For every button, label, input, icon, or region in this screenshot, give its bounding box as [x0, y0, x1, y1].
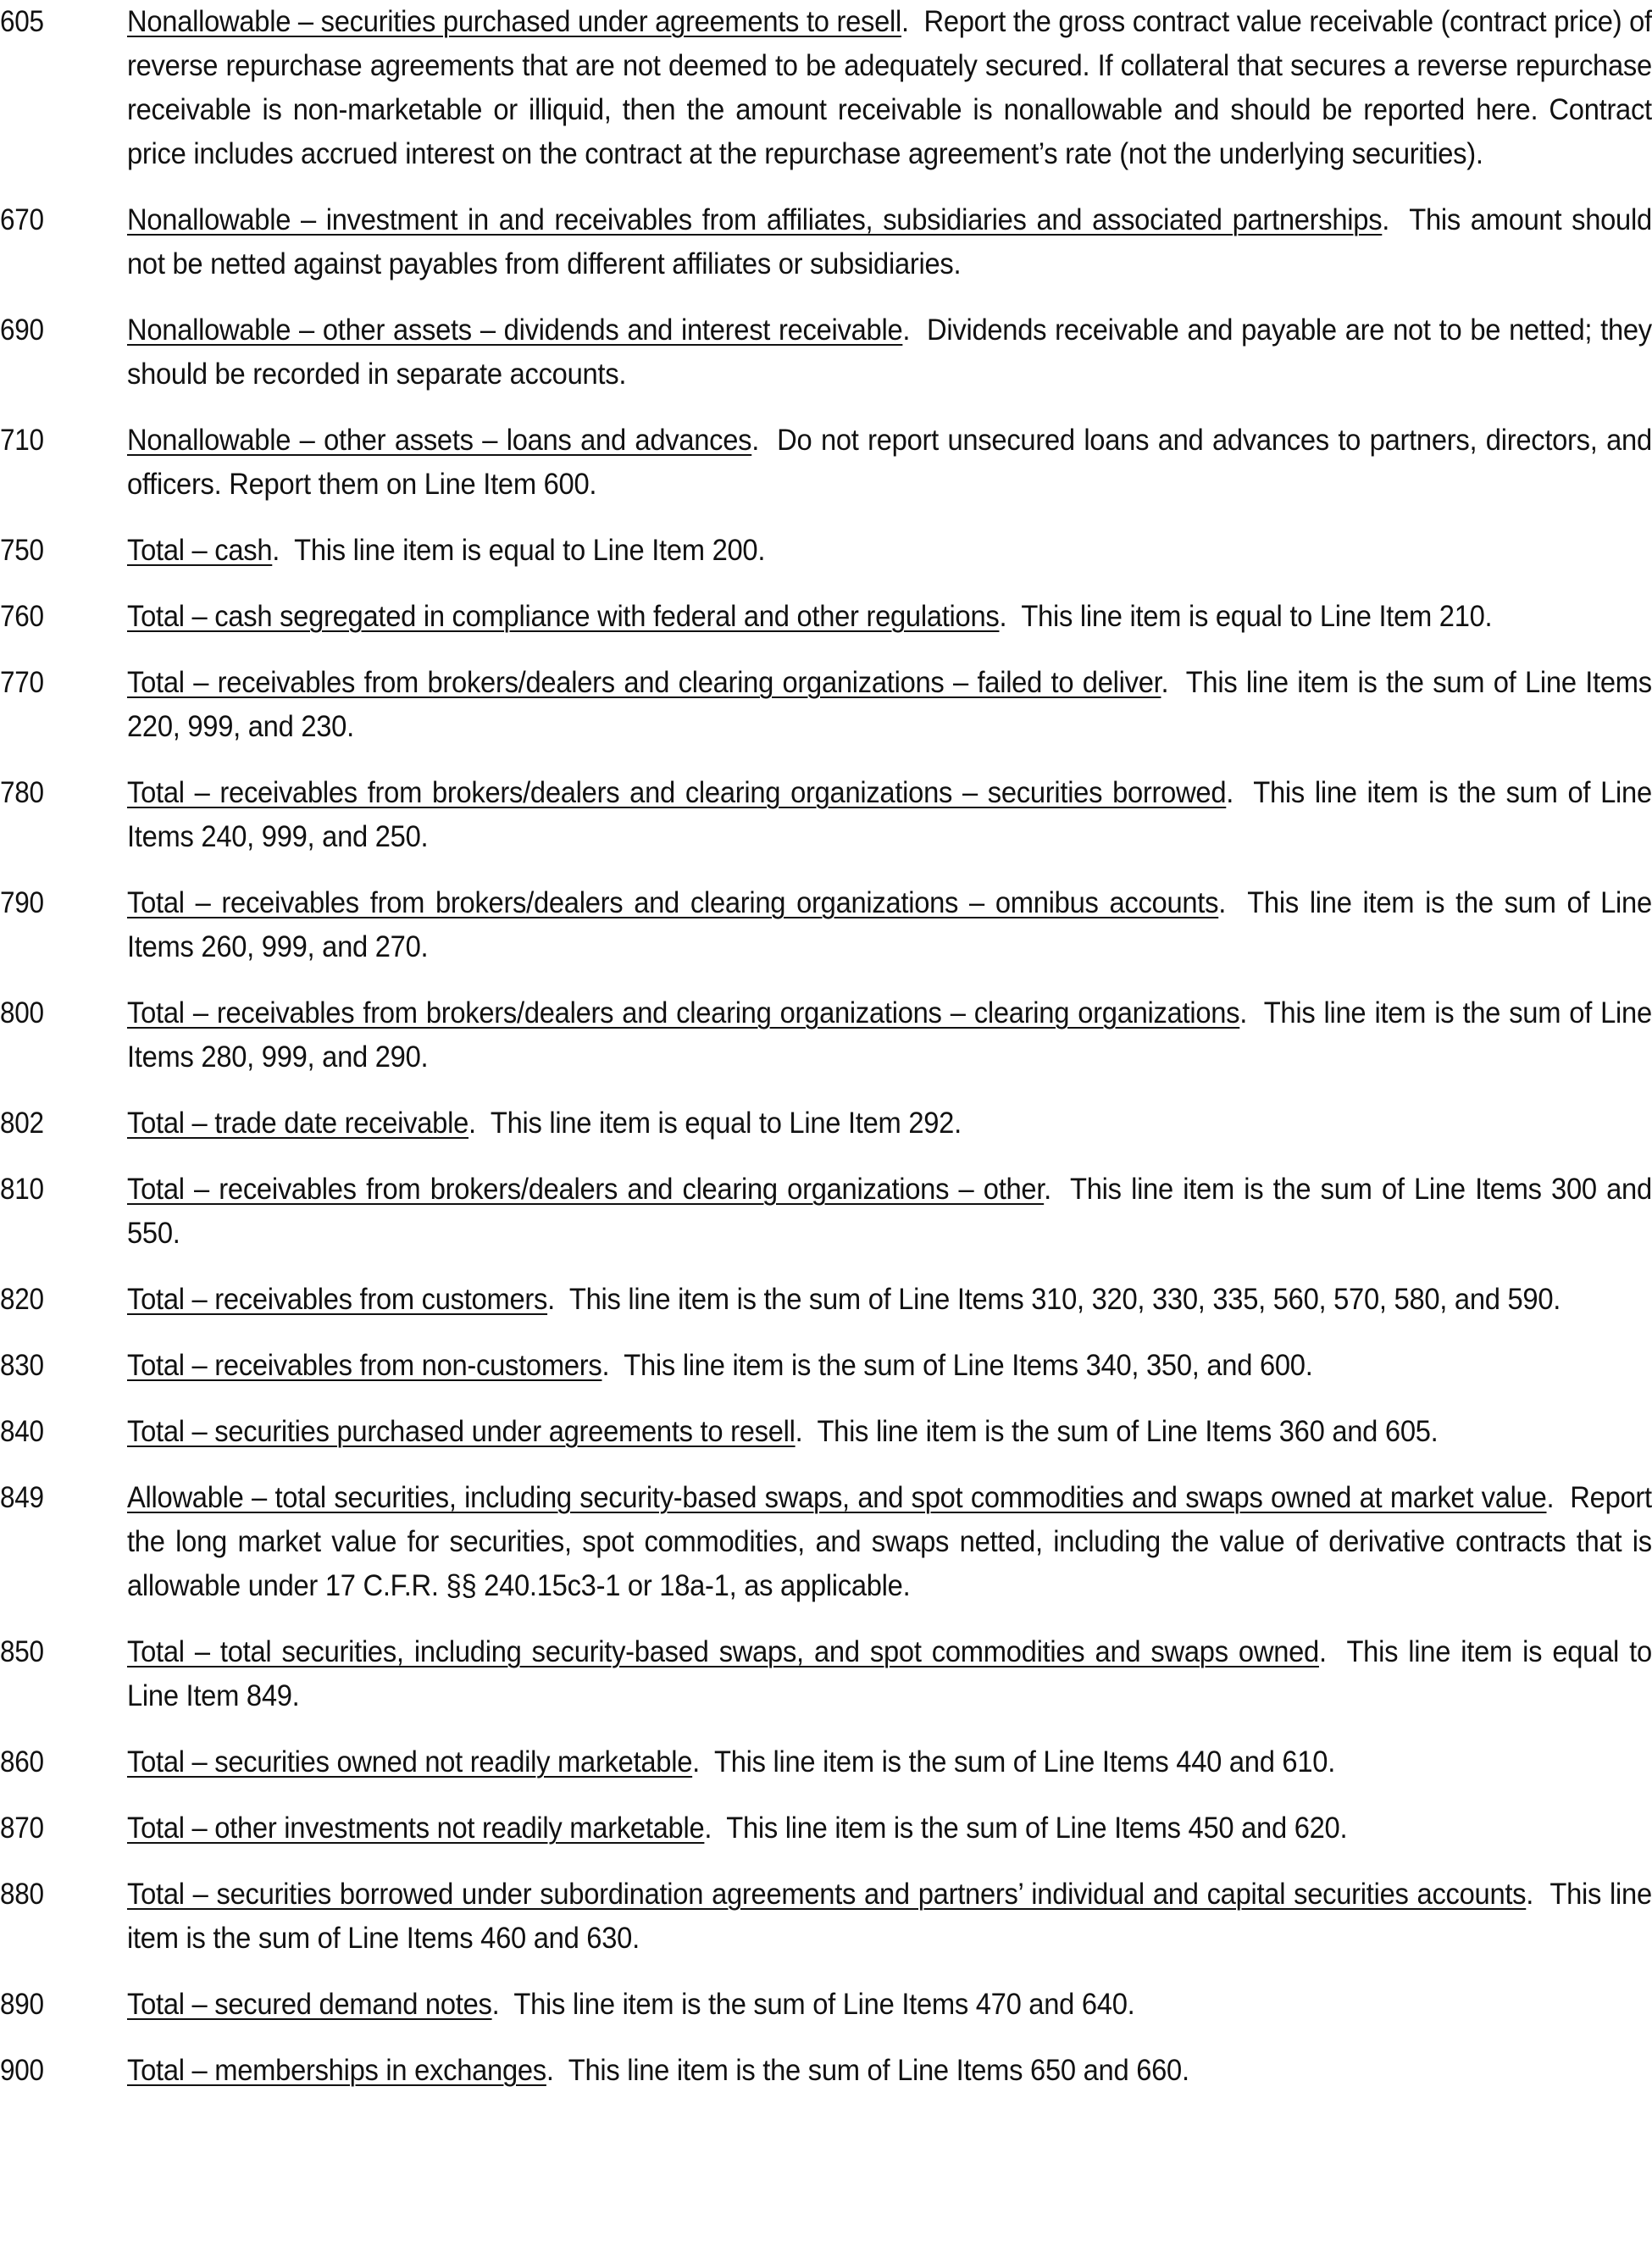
line-item-description: Total – memberships in exchanges. This line item is the sum of Line Items 650 and 660.: [127, 2054, 1189, 2087]
line-item-description: Nonallowable – investment in and receivables from affiliates, subsidiaries and associated partnerships. This amount should not be netted against payables from different affiliates or subsidiaries.: [127, 203, 1652, 280]
line-item-number: 840: [0, 1415, 44, 1448]
line-item-850: [0, 1630, 1652, 1718]
line-item-description: Total – secured demand notes. This line item is the sum of Line Items 470 and 640.: [127, 1988, 1135, 2021]
line-item-820: [0, 1278, 1652, 1322]
line-item-number: 870: [0, 1812, 44, 1845]
line-item-title: Total – securities borrowed under subordination agreements and partners’ individual and capital securities accounts: [127, 1878, 1527, 1911]
line-item-title: Total – memberships in exchanges: [127, 2054, 546, 2087]
line-item-870: [0, 1806, 1652, 1851]
line-item-690: [0, 308, 1652, 397]
line-item-description: Total – receivables from brokers/dealers and clearing organizations – failed to deliver. This line item is the sum of Line Items 220, 999, and 230.: [127, 666, 1652, 743]
line-item-description: Total – receivables from customers. This line item is the sum of Line Items 310, 320, 330, 335, 560, 570, 580, and 590.: [127, 1283, 1561, 1316]
line-item-description: Nonallowable – securities purchased under agreements to resell. Report the gross contract value receivable (contract price) of reverse repurchase agreements that are not deemed to be adequately secured. If collateral that secures a reverse repurchase receivable is non-marketable or illiquid, then the amount receivable is nonallowable and should be reported here. Contract price includes accrued interest on the contract at the repurchase agreement’s rate (not the underlying securities).: [127, 5, 1652, 170]
line-item-800: [0, 991, 1652, 1079]
line-item-770: [0, 661, 1652, 749]
line-item-780: [0, 771, 1652, 859]
line-item-description: Total – securities owned not readily marketable. This line item is the sum of Line Items 440 and 610.: [127, 1745, 1336, 1778]
line-item-number: 890: [0, 1988, 44, 2021]
line-item-description: Total – cash segregated in compliance with federal and other regulations. This line item is equal to Line Item 210.: [127, 600, 1493, 633]
line-item-text: This line item is equal to Line Item 849.: [127, 1635, 1652, 1712]
line-item-text: This line item is equal to Line Item 292.: [490, 1107, 962, 1140]
line-item-text: Report the gross contract value receivable (contract price) of reverse repurchase agreements that are not deemed to be adequately secured. If collateral that secures a reverse repurchase receivable is non-marketable or illiquid, then the amount receivable is nonallowable and should be reported here. Contract price includes accrued interest on the contract at the repurchase agreement’s rate (not the underlying securities).: [127, 5, 1652, 170]
line-item-title: Total – receivables from brokers/dealers and clearing organizations – other: [127, 1173, 1045, 1206]
line-item-description: Total – receivables from brokers/dealers and clearing organizations – other. This line item is the sum of Line Items 300 and 550.: [127, 1173, 1652, 1250]
line-item-number: 760: [0, 600, 44, 633]
line-item-title: Allowable – total securities, including security-based swaps, and spot commodities and swaps owned at market value: [127, 1481, 1547, 1514]
line-item-860: [0, 1740, 1652, 1784]
line-item-description: Total – securities borrowed under subordination agreements and partners’ individual and capital securities accounts. This line item is the sum of Line Items 460 and 630.: [127, 1878, 1652, 1955]
line-item-text: This line item is the sum of Line Items 470 and 640.: [513, 1988, 1135, 2021]
line-item-title: Total – securities purchased under agreements to resell: [127, 1415, 796, 1448]
line-item-number: 780: [0, 776, 44, 809]
line-item-description: Total – trade date receivable. This line item is equal to Line Item 292.: [127, 1107, 962, 1140]
line-item-number: 710: [0, 424, 44, 457]
line-item-880: [0, 1873, 1652, 1961]
line-item-description: Nonallowable – other assets – loans and advances. Do not report unsecured loans and advances to partners, directors, and officers. Report them on Line Item 600.: [127, 424, 1652, 501]
line-item-number: 900: [0, 2054, 44, 2087]
line-item-title: Total – cash: [127, 534, 273, 567]
line-item-number: 790: [0, 886, 44, 919]
line-item-number: 830: [0, 1349, 44, 1382]
line-item-description: Total – receivables from non-customers. This line item is the sum of Line Items 340, 350, and 600.: [127, 1349, 1313, 1382]
line-item-900: [0, 2049, 1652, 2093]
line-item-description: Total – receivables from brokers/dealers and clearing organizations – omnibus accounts. This line item is the sum of Line Items 260, 999, and 270.: [127, 886, 1652, 963]
line-item-text: This line item is the sum of Line Items 460 and 630.: [127, 1878, 1652, 1955]
line-item-790: [0, 881, 1652, 969]
line-item-605: [0, 0, 1652, 176]
line-item-text: Do not report unsecured loans and advances to partners, directors, and officers. Report them on Line Item 600.: [127, 424, 1652, 501]
line-item-890: [0, 1983, 1652, 2027]
line-item-840: [0, 1410, 1652, 1454]
line-item-description: Total – total securities, including security-based swaps, and spot commodities and swaps owned. This line item is equal to Line Item 849.: [127, 1635, 1652, 1712]
line-item-670: [0, 198, 1652, 286]
line-item-number: 605: [0, 5, 44, 38]
line-item-title: Total – receivables from brokers/dealers and clearing organizations – clearing organizations: [127, 996, 1240, 1029]
line-item-title: Total – secured demand notes: [127, 1988, 492, 2021]
line-item-802: [0, 1101, 1652, 1146]
line-item-number: 860: [0, 1745, 44, 1778]
line-item-number: 820: [0, 1283, 44, 1316]
line-item-text: Report the long market value for securities, spot commodities, and swaps netted, including the value of derivative contracts that is allowable under 17 C.F.R. §§ 240.15c3-1 or 18a-1, as applicable.: [127, 1481, 1652, 1602]
line-item-849: [0, 1476, 1652, 1608]
line-item-text: This line item is the sum of Line Items 220, 999, and 230.: [127, 666, 1652, 743]
line-item-title: Nonallowable – other assets – loans and advances: [127, 424, 752, 457]
line-item-number: 800: [0, 996, 44, 1029]
line-item-text: This line item is the sum of Line Items 450 and 620.: [726, 1812, 1348, 1845]
line-item-760: [0, 595, 1652, 639]
line-item-text: This line item is the sum of Line Items 240, 999, and 250.: [127, 776, 1652, 853]
line-item-830: [0, 1344, 1652, 1388]
line-item-title: Total – receivables from customers: [127, 1283, 548, 1316]
line-item-number: 770: [0, 666, 44, 699]
line-item-title: Nonallowable – securities purchased under agreements to resell: [127, 5, 902, 38]
line-item-810: [0, 1168, 1652, 1256]
line-item-description: Nonallowable – other assets – dividends and interest receivable. Dividends receivable and payable are not to be netted; they should be recorded in separate accounts.: [127, 314, 1652, 391]
line-item-text: This line item is the sum of Line Items 650 and 660.: [568, 2054, 1189, 2087]
line-item-description: Total – securities purchased under agreements to resell. This line item is the sum of Line Items 360 and 605.: [127, 1415, 1439, 1448]
line-item-text: This line item is the sum of Line Items 360 and 605.: [817, 1415, 1439, 1448]
line-item-text: This line item is the sum of Line Items 280, 999, and 290.: [127, 996, 1652, 1074]
line-item-number: 750: [0, 534, 44, 567]
line-item-text: This line item is the sum of Line Items 440 and 610.: [713, 1745, 1336, 1778]
line-item-title: Total – other investments not readily marketable: [127, 1812, 705, 1845]
line-item-title: Total – receivables from brokers/dealers and clearing organizations – failed to deliver: [127, 666, 1161, 699]
line-item-title: Total – receivables from non-customers: [127, 1349, 602, 1382]
line-item-text: This line item is the sum of Line Items 340, 350, and 600.: [624, 1349, 1313, 1382]
line-item-710: [0, 419, 1652, 507]
line-item-text: Dividends receivable and payable are not to be netted; they should be recorded in separate accounts.: [127, 314, 1652, 391]
line-item-description: Total – receivables from brokers/dealers and clearing organizations – securities borrowed. This line item is the sum of Line Items 240, 999, and 250.: [127, 776, 1652, 853]
line-item-text: This line item is the sum of Line Items 260, 999, and 270.: [127, 886, 1652, 963]
line-item-text: This line item is equal to Line Item 210.: [1021, 600, 1493, 633]
line-item-title: Nonallowable – other assets – dividends and interest receivable: [127, 314, 903, 347]
line-item-description: Total – receivables from brokers/dealers and clearing organizations – clearing organizations. This line item is the sum of Line Items 280, 999, and 290.: [127, 996, 1652, 1074]
line-item-title: Total – receivables from brokers/dealers and clearing organizations – securities borrowed: [127, 776, 1227, 809]
line-item-text: This amount should not be netted against payables from different affiliates or subsidiaries.: [127, 203, 1652, 280]
line-item-number: 810: [0, 1173, 44, 1206]
line-item-number: 690: [0, 314, 44, 347]
line-item-title: Total – receivables from brokers/dealers and clearing organizations – omnibus accounts: [127, 886, 1219, 919]
line-item-title: Total – securities owned not readily marketable: [127, 1745, 693, 1778]
line-item-number: 880: [0, 1878, 44, 1911]
line-item-text: This line item is the sum of Line Items 300 and 550.: [127, 1173, 1652, 1250]
line-item-number: 850: [0, 1635, 44, 1668]
line-item-number: 849: [0, 1481, 44, 1514]
line-item-number: 802: [0, 1107, 44, 1140]
line-item-title: Total – total securities, including security-based swaps, and spot commodities and swaps owned: [127, 1635, 1319, 1668]
line-item-text: This line item is equal to Line Item 200.: [294, 534, 766, 567]
line-item-description: Total – other investments not readily marketable. This line item is the sum of Line Items 450 and 620.: [127, 1812, 1348, 1845]
line-item-number: 670: [0, 203, 44, 236]
line-item-title: Nonallowable – investment in and receivables from affiliates, subsidiaries and associated partnerships: [127, 203, 1383, 236]
line-item-text: This line item is the sum of Line Items 310, 320, 330, 335, 560, 570, 580, and 590.: [568, 1283, 1561, 1316]
line-item-description: Allowable – total securities, including security-based swaps, and spot commodities and swaps owned at market value. Report the long market value for securities, spot commodities, and swaps netted, including the value of derivative contracts that is allowable under 17 C.F.R. §§ 240.15c3-1 or 18a-1, as applicable.: [127, 1481, 1652, 1602]
line-item-title: Total – cash segregated in compliance with federal and other regulations: [127, 600, 1000, 633]
line-item-750: [0, 529, 1652, 573]
line-item-description: Total – cash. This line item is equal to Line Item 200.: [127, 534, 766, 567]
line-item-title: Total – trade date receivable: [127, 1107, 469, 1140]
